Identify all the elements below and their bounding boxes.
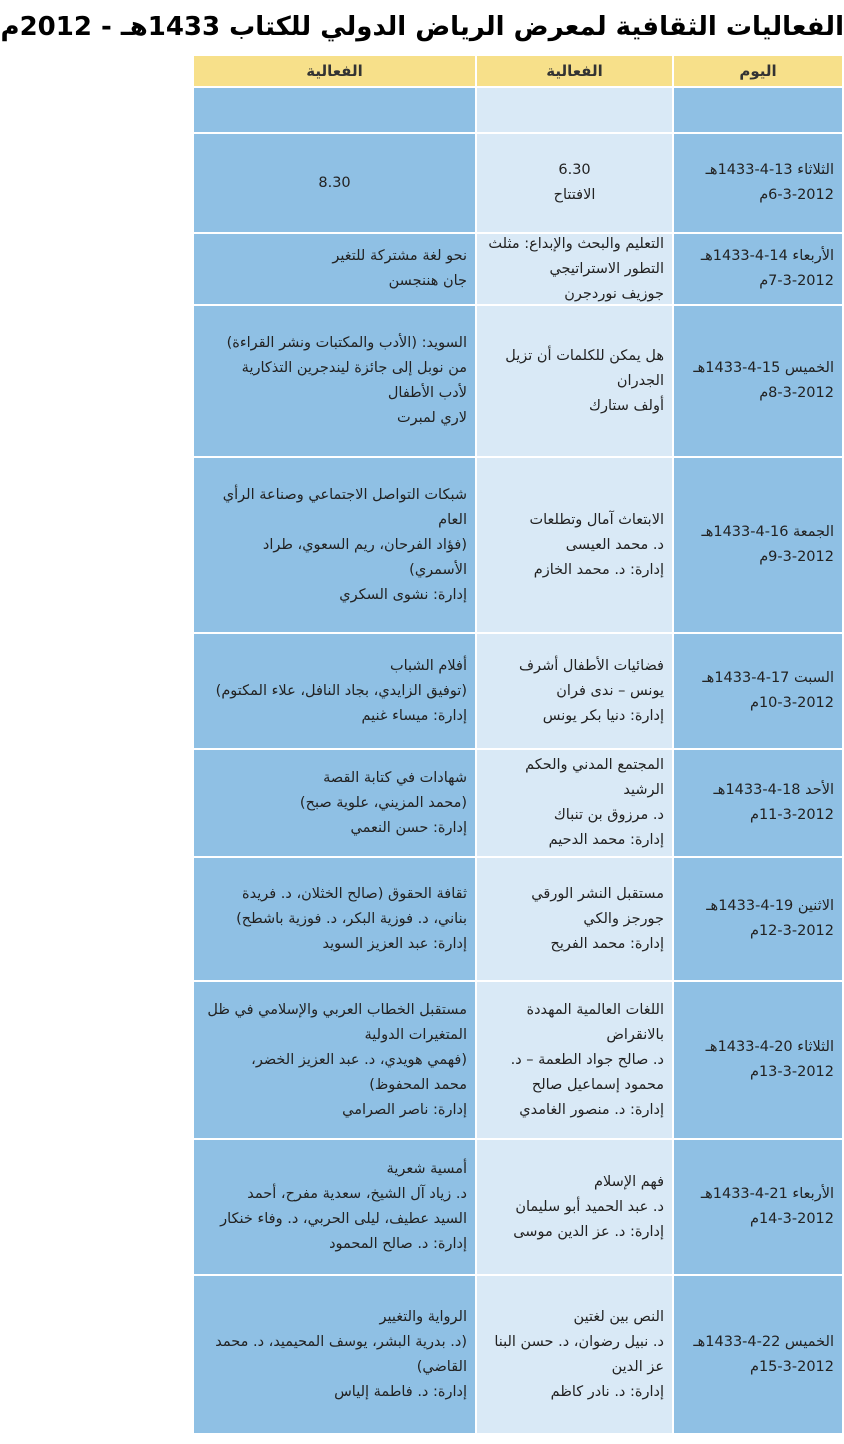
event-cell-evening [476, 87, 673, 133]
cell-line: إدارة: د. محمد الخازم [533, 561, 664, 578]
cell-line: بالانقراض [606, 1026, 664, 1043]
cell-line: د. مرزوق بن تنباك [553, 807, 664, 823]
cell-line: الأربعاء 21-4-1433هـ [700, 1186, 834, 1202]
cell-line: إدارة: د. عز الدين موسى [513, 1223, 664, 1240]
cell-line: المتغيرات الدولية [364, 1026, 467, 1043]
cell-line: محمود إسماعيل صالح [531, 1076, 664, 1093]
event-cell-late [193, 749, 476, 857]
event-cell-late [193, 305, 476, 457]
cell-line: إدارة: حسن النعمي [350, 819, 467, 836]
event-cell-late [193, 857, 476, 981]
cell-line: الثلاثاء 20-4-1433هـ [705, 1039, 834, 1055]
cell-line: إدارة: عبد العزيز السويد [322, 935, 467, 952]
cell-line: 8-3-2012م [759, 385, 834, 401]
event-cell-evening [476, 305, 673, 457]
cell-line: الخميس 15-4-1433هـ [693, 360, 834, 376]
cell-line: أمسية شعرية [386, 1161, 467, 1177]
day-cell [673, 1275, 843, 1434]
cell-line: السبت 17-4-1433هـ [702, 670, 834, 686]
cell-line: أفلام الشباب [389, 657, 467, 674]
day-cell [673, 233, 843, 305]
event-cell-evening [476, 633, 673, 749]
event-cell-late [193, 457, 476, 633]
cell-line: اللغات العالمية المهددة [526, 1001, 664, 1018]
cell-line: (د. بدرية البشر، يوسف المحيميد، د. محمد [215, 1333, 467, 1350]
cell-line: 7-3-2012م [759, 273, 834, 289]
cell-line: يونس – ندى فران [556, 682, 664, 699]
day-cell [673, 305, 843, 457]
cell-line: إدارة: دنيا بكر يونس [542, 707, 664, 724]
cell-line: لاري لمبرت [396, 410, 467, 426]
event-cell-evening [476, 857, 673, 981]
event-cell-late [193, 633, 476, 749]
cell-line: د. نبيل رضوان، د. حسن البنا [494, 1333, 664, 1350]
cell-line: د. عبد الحميد أبو سليمان [515, 1198, 664, 1215]
cell-line: مستقبل الخطاب العربي والإسلامي في ظل [207, 1001, 467, 1018]
cell-line: فضائيات الأطفال أشرف [519, 657, 664, 674]
cell-line: السيد عطيف، ليلى الحربي، د. وفاء خنكار [220, 1211, 467, 1227]
cell-line: 8.30 [318, 174, 351, 191]
day-cell [673, 981, 843, 1139]
cell-line: جان هننجسن [388, 273, 467, 289]
cell-line: د. محمد العيسى [565, 536, 664, 553]
cell-line: جورجز والكي [583, 910, 664, 927]
header-day: اليوم [673, 55, 843, 87]
cell-line: (فهمي هويدي، د. عبد العزيز الخضر، [251, 1051, 467, 1068]
header-event-late: الفعالية [193, 55, 476, 87]
cell-line: 15-3-2012م [749, 1358, 834, 1375]
event-cell-evening [476, 457, 673, 633]
cell-line: السويد: (الأدب والمكتبات ونشر القراءة) [226, 335, 467, 351]
cell-line: إدارة: ميساء غنيم [361, 707, 467, 724]
cell-line: (محمد المزيني، علوية صبح) [299, 794, 467, 811]
cell-line: الأسمري) [409, 561, 467, 578]
cell-line: الاثنين 19-4-1433هـ [706, 898, 834, 914]
cell-line: الثلاثاء 13-4-1433هـ [705, 162, 834, 178]
day-cell [673, 87, 843, 133]
cell-line: إدارة: محمد الفريح [550, 935, 664, 952]
cell-line: إدارة: محمد الدحيم [548, 832, 664, 848]
cell-line: إدارة: د. نادر كاظم [550, 1383, 664, 1400]
event-cell-evening [476, 1139, 673, 1275]
event-cell-late [193, 233, 476, 305]
cell-line: د. صالح جواد الطعمة – د. [510, 1051, 664, 1068]
cell-line: 14-3-2012م [749, 1211, 834, 1227]
cell-line: الابتعاث آمال وتطلعات [529, 511, 664, 528]
cell-line: العام [438, 511, 467, 528]
cell-line: من نوبل إلى جائزة ليندجرين التذكارية [241, 360, 467, 376]
event-cell-evening [476, 1275, 673, 1434]
event-cell-late [193, 1139, 476, 1275]
cell-line: (فؤاد الفرحان، ريم السعوي، طراد [262, 536, 467, 553]
cell-line: 13-3-2012م [749, 1064, 834, 1080]
event-cell-evening [476, 233, 673, 305]
page-title: الفعاليات الثقافية لمعرض الرياض الدولي للكتاب 1433هـ - 2012م [0, 12, 844, 42]
cell-line: (توفيق الزايدي، بجاد النافل، علاء المكتوم) [215, 682, 467, 699]
cell-line: أولف ستارك [589, 397, 664, 414]
day-cell [673, 749, 843, 857]
cell-line: 10-3-2012م [749, 695, 834, 711]
cell-line: هل يمكن للكلمات أن تزيل [505, 347, 664, 364]
cell-line: النص بين لغتين [573, 1308, 664, 1325]
day-cell [673, 457, 843, 633]
cell-line: نحو لغة مشتركة للتغير [332, 248, 467, 264]
event-cell-evening [476, 749, 673, 857]
cell-line: عز الدين [611, 1358, 664, 1375]
event-cell-late [193, 981, 476, 1139]
cell-line: فهم الإسلام [594, 1173, 664, 1190]
cell-line: بناني، د. فوزية البكر، د. فوزية باشطح) [236, 910, 467, 927]
day-cell [673, 633, 843, 749]
cell-line: إدارة: د. صالح المحمود [329, 1236, 467, 1252]
event-cell-late [193, 133, 476, 233]
day-cell [673, 1139, 843, 1275]
cell-line: القاضي) [416, 1358, 467, 1375]
cell-line: 11-3-2012م [749, 807, 834, 823]
cell-line: التطور الاستراتيجي [549, 260, 664, 277]
cell-line: التعليم والبحث والإبداع: مثلث [488, 235, 664, 252]
cell-line: إدارة: د. فاطمة إلياس [334, 1383, 467, 1400]
cell-line: الخميس 22-4-1433هـ [693, 1333, 834, 1350]
cell-line: الرواية والتغيير [379, 1308, 467, 1325]
cell-line: لأدب الأطفال [387, 385, 467, 401]
cell-line: الأحد 18-4-1433هـ [713, 782, 834, 798]
cell-line: إدارة: نشوى السكري [339, 586, 467, 603]
cell-line: الجدران [616, 372, 664, 389]
day-cell [673, 133, 843, 233]
cell-line: شهادات في كتابة القصة [323, 769, 467, 786]
cell-line: الجمعة 16-4-1433هـ [701, 524, 834, 540]
event-cell-late [193, 87, 476, 133]
cell-line: ثقافة الحقوق (صالح الخثلان، د. فريدة [242, 885, 467, 902]
event-cell-late [193, 1275, 476, 1434]
cell-line: 6-3-2012م [759, 187, 834, 203]
event-cell-evening [476, 133, 673, 233]
cell-line: د. زياد آل الشيخ، سعدية مفرح، أحمد [247, 1186, 467, 1202]
cell-line: جوزيف نوردجرن [564, 285, 664, 302]
cell-line: محمد المحفوظ) [369, 1076, 467, 1093]
cell-line: المجتمع المدني والحكم الرشيد [525, 757, 664, 798]
cell-line: إدارة: ناصر الصرامي [342, 1101, 467, 1118]
cell-line: 12-3-2012م [749, 923, 834, 939]
event-cell-evening [476, 981, 673, 1139]
cell-line: 6.30 [558, 162, 591, 178]
cell-line: شبكات التواصل الاجتماعي وصناعة الرأي [222, 486, 467, 503]
events-table [194, 54, 844, 1444]
cell-line: مستقبل النشر الورقي [531, 885, 664, 902]
cell-line: 9-3-2012م [759, 549, 834, 565]
cell-line: الأربعاء 14-4-1433هـ [700, 248, 834, 264]
cell-line: إدارة: د. منصور الغامدي [519, 1101, 664, 1118]
header-event-evening: الفعالية [476, 55, 673, 87]
day-cell [673, 857, 843, 981]
cell-line: الافتتاح [553, 187, 596, 203]
